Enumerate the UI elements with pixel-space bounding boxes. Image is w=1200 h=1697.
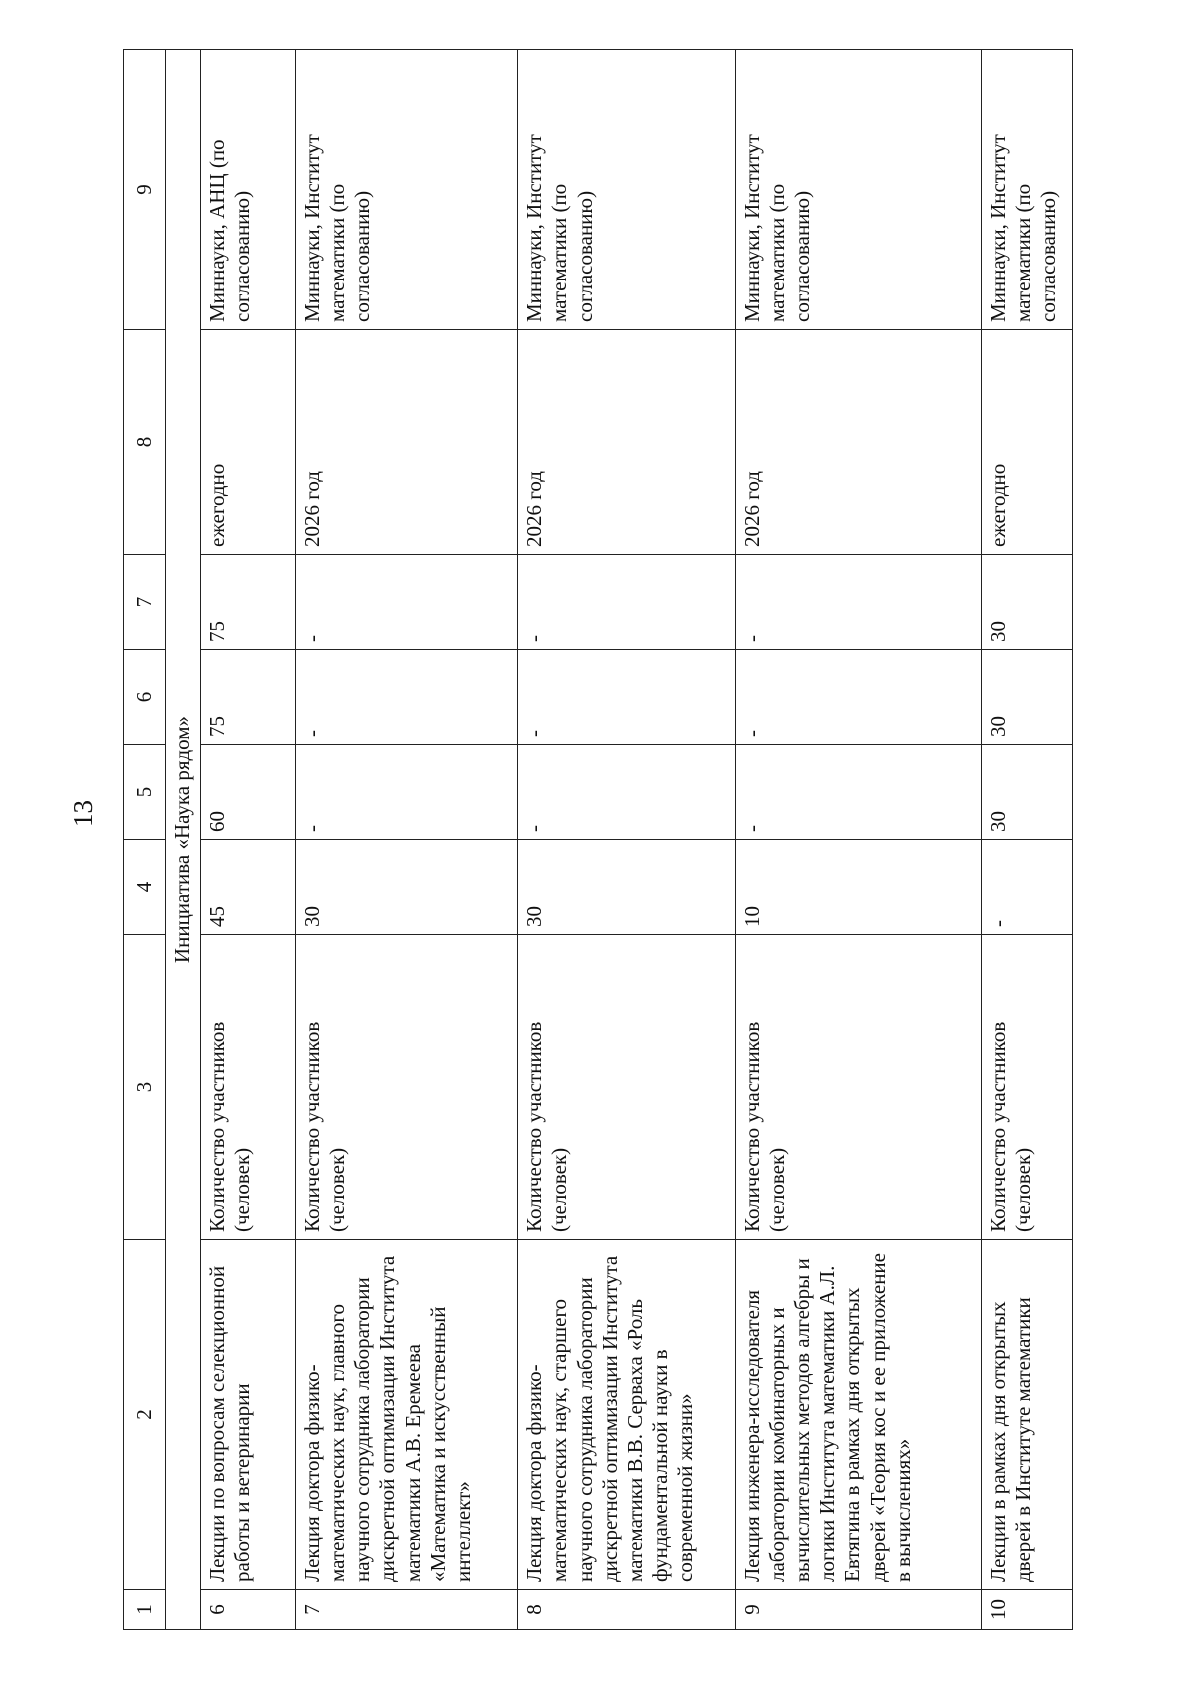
value-cell: 10 [735,840,981,935]
column-number: 9 [124,50,166,330]
table-row [981,50,1072,1630]
column-number: 8 [124,330,166,555]
responsible-cell: Миннауки, Институт математики (по согласованию) [735,50,981,330]
event-cell: Лекция доктора физико-математических наук, старшего научного сотрудника лаборатории дискретной оптимизации Института математики В.В. Серваха «Роль фундаментальной науки в современной жизни» [518,1240,735,1590]
period-cell: 2026 год [518,330,735,555]
value-cell: 45 [200,840,295,935]
row-number: 8 [518,1590,735,1630]
event-cell: Лекция доктора физико-математических наук, главного научного сотрудника лаборатории дискретной оптимизации Института математики А.В. Еремеева «Математика и искусственный интеллект» [295,1240,518,1590]
event-cell: Лекция инженера-исследователя лаборатории комбинаторных и вычислительных методов алгебры и логики Института математики А.Л. Евтягина в рамках дня открытых дверей «Теория кос и ее приложение в вычислениях» [735,1240,981,1590]
value-cell: - [735,745,981,840]
responsible-cell: Миннауки, Институт математики (по согласованию) [981,50,1072,330]
indicator-cell: Количество участников (человек) [518,935,735,1240]
responsible-cell: Миннауки, АНЦ (по согласованию) [200,50,295,330]
event-cell: Лекции по вопросам селекционной работы и ветеринарии [200,1240,295,1590]
table-row [518,50,735,1630]
value-cell: - [295,745,518,840]
row-number: 6 [200,1590,295,1630]
page-number: 13 [68,800,98,827]
value-cell: - [518,650,735,745]
value-cell: 30 [981,745,1072,840]
table-row [200,50,295,1630]
column-number: 3 [124,935,166,1240]
value-cell: 30 [295,840,518,935]
value-cell: - [518,555,735,650]
value-cell: 75 [200,555,295,650]
indicator-cell: Количество участников (человек) [200,935,295,1240]
indicator-cell: Количество участников (человек) [981,935,1072,1240]
responsible-cell: Миннауки, Институт математики (по согласованию) [518,50,735,330]
section-title: Инициатива «Наука рядом» [166,50,200,1630]
value-cell: - [518,745,735,840]
value-cell: - [295,555,518,650]
rotated-table-container [123,50,1073,1630]
value-cell: 30 [981,555,1072,650]
value-cell: - [295,650,518,745]
event-cell: Лекции в рамках дня открытых дверей в Институте математики [981,1240,1072,1590]
indicator-cell: Количество участников (человек) [735,935,981,1240]
indicator-cell: Количество участников (человек) [295,935,518,1240]
row-number: 7 [295,1590,518,1630]
value-cell: 30 [518,840,735,935]
value-cell: 30 [981,650,1072,745]
column-number: 5 [124,745,166,840]
responsible-cell: Миннауки, Институт математики (по согласованию) [295,50,518,330]
column-number: 2 [124,1240,166,1590]
value-cell: - [981,840,1072,935]
row-number: 10 [981,1590,1072,1630]
period-cell: 2026 год [295,330,518,555]
period-cell: ежегодно [981,330,1072,555]
period-cell: ежегодно [200,330,295,555]
section-row [166,50,200,1630]
value-cell: - [735,555,981,650]
table-row [295,50,518,1630]
table-row [735,50,981,1630]
column-number: 7 [124,555,166,650]
value-cell: 60 [200,745,295,840]
value-cell: 75 [200,650,295,745]
value-cell: - [735,650,981,745]
column-number: 1 [124,1590,166,1630]
column-number: 6 [124,650,166,745]
column-number-row [124,50,166,1630]
column-number: 4 [124,840,166,935]
plan-table [123,49,1073,1630]
period-cell: 2026 год [735,330,981,555]
row-number: 9 [735,1590,981,1630]
